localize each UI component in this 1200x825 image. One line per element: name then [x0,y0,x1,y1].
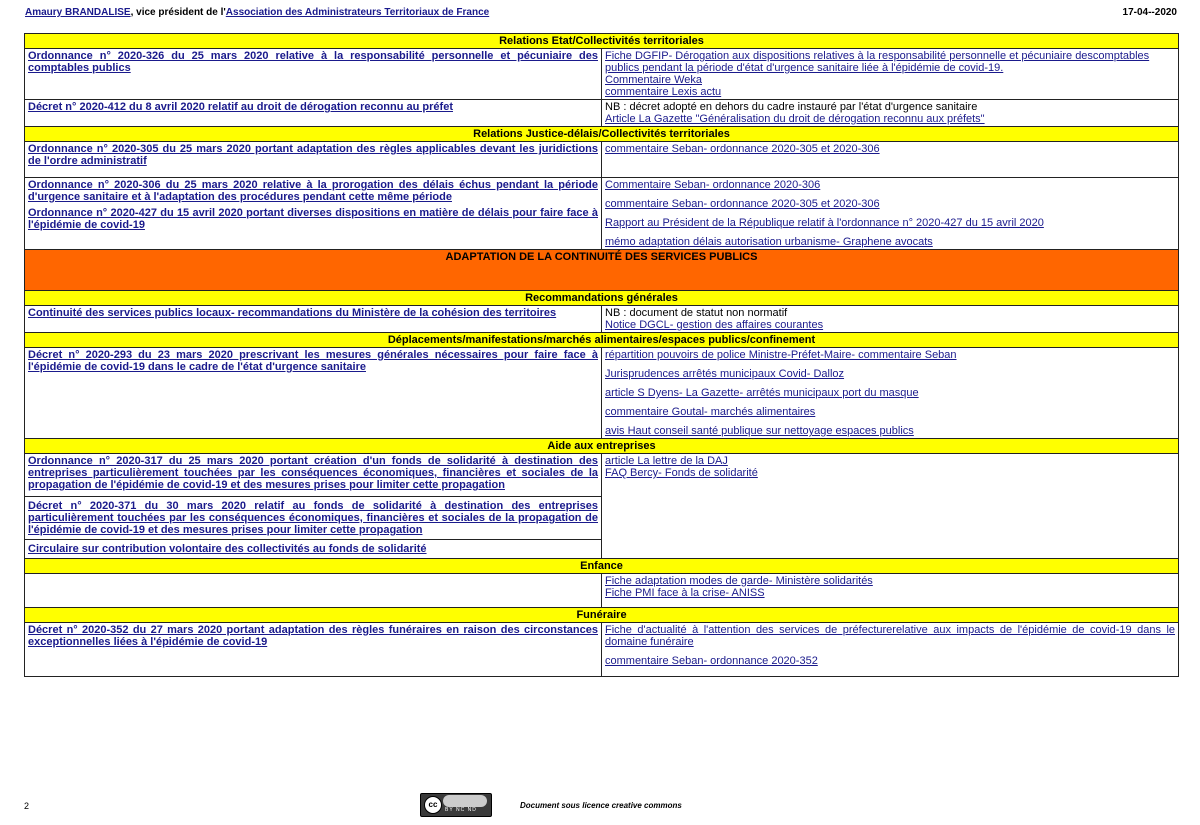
document-header [25,7,1177,21]
document-link[interactable]: Décret n° 2020-352 du 27 mars 2020 portant adaptation des règles funéraires en raison des circonstances exceptionnelles liées à l'épidémie de covid-19 [28,624,598,648]
author-name[interactable]: Amaury BRANDALISE [25,7,131,18]
table-row [25,454,1179,559]
license-text: Document sous licence creative commons [520,801,682,810]
resources-table [24,33,1179,677]
cc-license-icons [443,795,487,807]
section-header: Aide aux entreprises [25,439,1179,454]
document-link[interactable]: Ordonnance n° 2020-305 du 25 mars 2020 portant adaptation des règles applicables devant les juridictions de l'ordre administratif [28,143,598,167]
resource-link[interactable]: Notice DGCL- gestion des affaires courantes [605,319,824,331]
resource-link[interactable]: commentaire Goutal- marchés alimentaires [605,406,816,418]
cc-license-terms: BY NC ND [445,807,477,813]
table-row [25,142,1179,178]
resource-link[interactable]: commentaire Seban- ordonnance 2020-352 [605,655,818,667]
section-header: Funéraire [25,608,1179,623]
resource-link[interactable]: article S Dyens- La Gazette- arrêtés municipaux port du masque [605,387,919,399]
table-row [25,623,1179,677]
table-row [25,348,1179,439]
resource-link[interactable]: mémo adaptation délais autorisation urbanisme- Graphene avocats [605,236,933,248]
section-header: Relations Justice-délais/Collectivités territoriales [25,127,1179,142]
section-header: Déplacements/manifestations/marchés alimentaires/espaces publics/confinement [25,333,1179,348]
document-link[interactable]: Ordonnance n° 2020-317 du 25 mars 2020 portant création d'un fonds de solidarité à destination des entreprises particulièrement touchées par les conséquences économiques, financières et sociales de la propagation de l'épidémie de covid-19 et des mesures prises pour limiter cette propagation [25,454,601,497]
resource-link[interactable]: avis Haut conseil santé publique sur nettoyage espaces publics [605,425,914,437]
section-header: Enfance [25,559,1179,574]
resource-link[interactable]: Article La Gazette "Généralisation du droit de dérogation reconnu aux préfets" [605,113,985,125]
resource-link[interactable]: Fiche adaptation modes de garde- Ministère solidarités [605,575,873,587]
page-footer [0,790,1200,820]
resource-link[interactable]: répartition pouvoirs de police Ministre-Préfet-Maire- commentaire Seban [605,349,957,361]
resource-link[interactable]: Commentaire Weka [605,74,702,86]
resource-link[interactable]: Jurisprudences arrêtés municipaux Covid- Dalloz [605,368,845,380]
author-role: , vice président de l' [130,7,226,18]
document-link[interactable]: Ordonnance n° 2020-306 du 25 mars 2020 relative à la prorogation des délais échus pendant la période d'urgence sanitaire et à l'adaptation des procédures pendant cette même période [28,179,598,203]
table-row [25,100,1179,127]
association-link[interactable]: Association des Administrateurs Territoriaux de France [225,7,490,18]
resource-link[interactable]: article La lettre de la DAJ [605,455,728,467]
resource-link[interactable]: commentaire Seban- ordonnance 2020-305 et 2020-306 [605,143,880,155]
document-link[interactable]: Circulaire sur contribution volontaire des collectivités au fonds de solidarité [28,543,427,555]
creative-commons-badge[interactable] [420,793,492,817]
document-link[interactable]: Continuité des services publics locaux- recommandations du Ministère de la cohésion des territoires [28,307,557,319]
table-row [25,574,1179,608]
document-link[interactable]: Décret n° 2020-293 du 23 mars 2020 prescrivant les mesures générales nécessaires pour faire face à l'épidémie de covid-19 dans le cadre de l'état d'urgence sanitaire [28,349,598,373]
document-link[interactable]: Décret n° 2020-412 du 8 avril 2020 relatif au droit de dérogation reconnu au préfet [28,101,453,113]
document-link[interactable]: Ordonnance n° 2020-326 du 25 mars 2020 relative à la responsabilité personnelle et pécuniaire des comptables publics [28,50,598,74]
document-link[interactable]: Ordonnance n° 2020-427 du 15 avril 2020 portant diverses dispositions en matière de délais pour faire face à l'épidémie de covid-19 [28,207,598,231]
section-header: Relations Etat/Collectivités territoriales [25,34,1179,49]
resource-link[interactable]: commentaire Seban- ordonnance 2020-305 et 2020-306 [605,198,880,210]
resource-link[interactable]: commentaire Lexis actu [605,86,722,98]
resource-link[interactable]: FAQ Bercy- Fonds de solidarité [605,467,758,479]
resource-link[interactable]: Fiche PMI face à la crise- ANISS [605,587,765,599]
resource-link[interactable]: Rapport au Président de la République relatif à l'ordonnance n° 2020-427 du 15 avril 2020 [605,217,1044,229]
table-row [25,306,1179,333]
resource-link[interactable]: Fiche DGFIP- Dérogation aux dispositions relatives à la responsabilité personnelle et pécuniaire descomptables publics pendant la période d'état d'urgence sanitaire liée à l'épidémie de covid-19. [605,50,1150,74]
note-text: NB : décret adopté en dehors du cadre instauré par l'état d'urgence sanitaire [605,101,978,113]
table-row [25,49,1179,100]
document-link[interactable]: Décret n° 2020-371 du 30 mars 2020 relatif au fonds de solidarité à destination des entreprises particulièrement touchées par les conséquences économiques, financières et sociales de la propagation de l'épidémie de covid-19 et des mesures prises pour limiter cette propagation [25,497,601,540]
section-header: Recommandations générales [25,291,1179,306]
page-number: 2 [24,801,30,811]
resource-link[interactable]: Fiche d'actualité à l'attention des services de préfecturerelative aux impacts de l'épidémie de covid-19 dans le domaine funéraire [605,624,1176,648]
note-text: NB : document de statut non normatif [605,307,788,319]
document-date: 17-04--2020 [1122,7,1177,18]
section-banner: ADAPTATION DE LA CONTINUITÉ DES SERVICES PUBLICS [25,250,1179,291]
resource-link[interactable]: Commentaire Seban- ordonnance 2020-306 [605,179,821,191]
table-row [25,178,1179,250]
empty-cell [25,574,602,608]
cc-icon: cc [424,796,442,814]
